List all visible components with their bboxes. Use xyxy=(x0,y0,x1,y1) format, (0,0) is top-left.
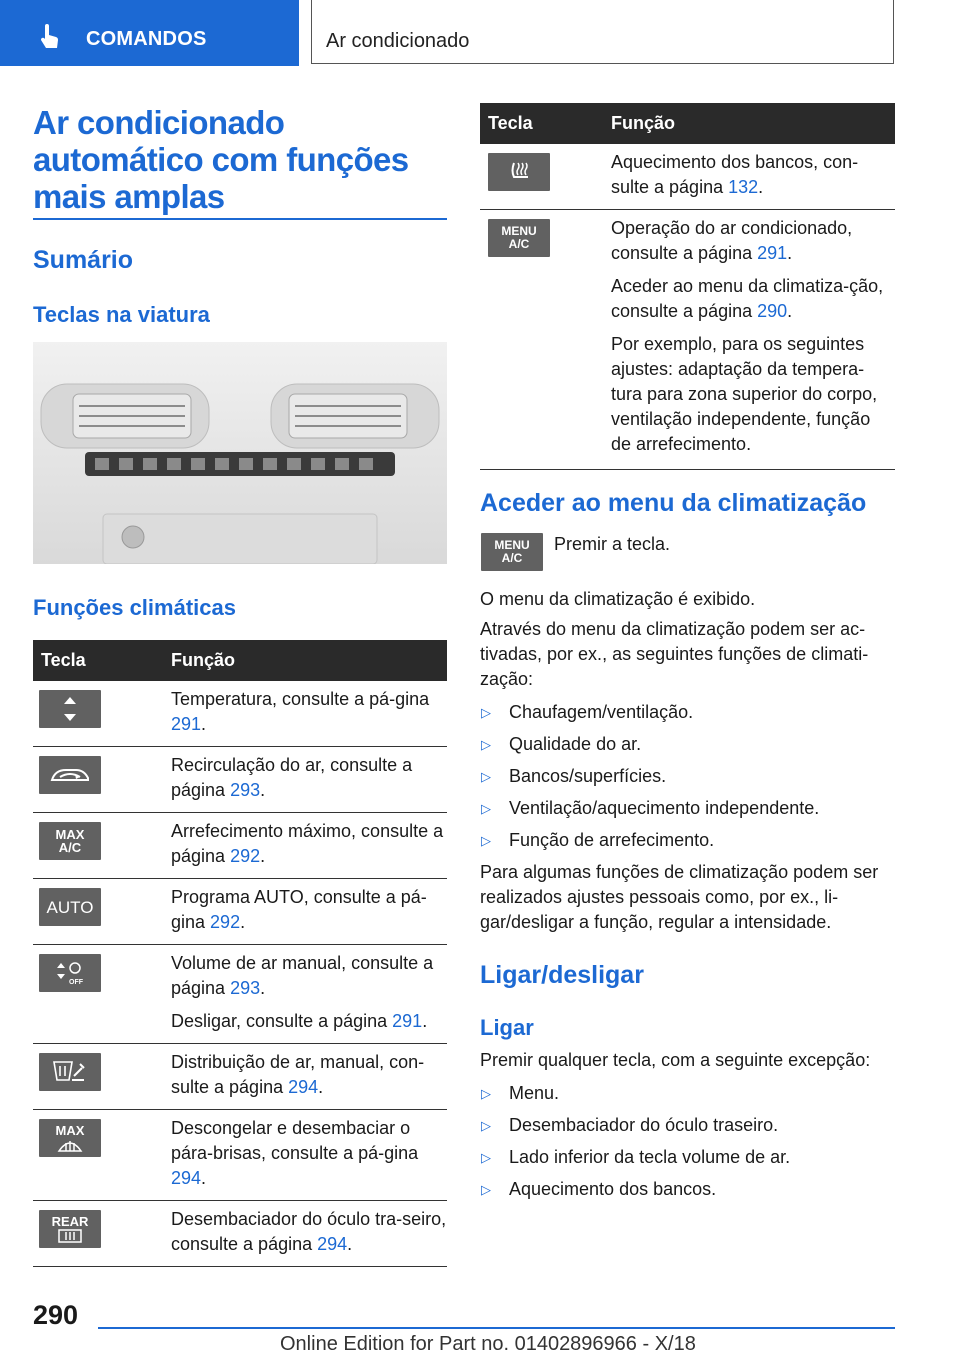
summary-heading: Sumário xyxy=(33,246,134,274)
punct: . xyxy=(260,846,266,866)
table-row xyxy=(33,813,447,879)
functions-heading: Funções climáticas xyxy=(33,595,236,620)
col-key-header: Tecla xyxy=(480,103,611,144)
page-title: Ar condicionado automático com funções mais amplas xyxy=(33,104,409,215)
dashboard-photo xyxy=(33,342,447,564)
air-distribution-icon xyxy=(39,1053,101,1091)
auto-icon: AUTO xyxy=(39,888,101,926)
seat-heating-icon xyxy=(488,153,550,191)
title-rule xyxy=(33,218,447,220)
list-item: ▷ Ventilação/aquecimento independente. xyxy=(480,796,895,828)
temperature-arrows-icon xyxy=(39,690,101,728)
punct: . xyxy=(240,912,246,932)
punct: . xyxy=(347,1234,353,1254)
table-row xyxy=(33,1201,447,1267)
table-row xyxy=(480,210,895,470)
rear-defrost-icon xyxy=(39,1210,101,1248)
page-link[interactable]: 291 xyxy=(757,243,788,263)
punct: . xyxy=(787,301,793,321)
punct: . xyxy=(201,1168,207,1188)
list-item: ▷ Menu. xyxy=(480,1081,895,1113)
table-row xyxy=(33,1044,447,1110)
page-link[interactable]: 291 xyxy=(171,714,202,734)
chapter-title: Ar condicionado xyxy=(326,30,470,52)
air-volume-off-icon xyxy=(39,954,101,992)
footer-rule xyxy=(98,1327,895,1329)
function-text: Descongelar e desembaciar o pára-brisas, consulte a pá-gina xyxy=(171,1118,419,1163)
punct: . xyxy=(422,1011,428,1031)
key-label: MAX xyxy=(55,1122,85,1138)
table-row xyxy=(33,681,447,747)
left-functions-table xyxy=(33,640,447,1267)
onoff-heading: Ligar/desligar xyxy=(480,961,644,989)
function-text: Programa AUTO, consulte a pá-gina xyxy=(171,887,427,932)
menu-ac-icon: MENU A/C xyxy=(488,219,550,257)
climate-panel-illustration xyxy=(33,342,447,564)
keys-heading: Teclas na viatura xyxy=(33,302,210,327)
table-row xyxy=(480,144,895,210)
right-functions-table xyxy=(480,103,895,470)
page-number: 290 xyxy=(33,1300,79,1330)
function-text: Volume de ar manual, consulte a página xyxy=(171,953,434,998)
page-link[interactable]: 291 xyxy=(392,1011,423,1031)
page-link[interactable]: 294 xyxy=(317,1234,348,1254)
col-function-header: Função xyxy=(171,640,447,681)
table-row xyxy=(33,945,447,1044)
punct: . xyxy=(318,1077,324,1097)
key-label: REAR xyxy=(51,1213,89,1229)
col-function-header: Função xyxy=(611,103,895,144)
menu-paragraph-2: Através do menu da climatização podem ser ac-tivadas, por ex., as seguintes funções de climati-zação: xyxy=(480,619,869,689)
function-text: Arrefecimento máximo, consulte a página xyxy=(171,821,444,866)
table-row xyxy=(33,1110,447,1201)
list-item: ▷ Desembaciador do óculo traseiro. xyxy=(480,1113,895,1145)
function-text: Aquecimento dos bancos, con-sulte a página xyxy=(611,152,859,197)
page-link[interactable]: 293 xyxy=(230,978,261,998)
page-link[interactable]: 294 xyxy=(288,1077,319,1097)
list-item: ▷ Qualidade do ar. xyxy=(480,732,895,764)
menu-ac-icon: MENU A/C xyxy=(481,533,543,571)
punct: . xyxy=(201,714,207,734)
on-subheading: Ligar xyxy=(480,1015,534,1040)
section-tab-label: COMANDOS xyxy=(86,28,207,50)
svg-text:OFF: OFF xyxy=(69,979,83,986)
list-item: ▷ Chaufagem/ventilação. xyxy=(480,700,895,732)
function-text: Temperatura, consulte a pá-gina xyxy=(171,689,430,709)
table-row xyxy=(33,879,447,945)
max-defrost-icon xyxy=(39,1119,101,1157)
list-item: ▷ Bancos/superfícies. xyxy=(480,764,895,796)
edition-text: Online Edition for Part no. 01402896966 - X/18 xyxy=(280,1333,696,1355)
punct: . xyxy=(787,243,793,263)
punct: . xyxy=(758,177,764,197)
menu-paragraph-3: Para algumas funções de climatização podem ser realizados ajustes pessoais como, por ex., li-gar/desligar a função, regular a intensidade. xyxy=(480,862,879,932)
menu-heading: Aceder ao menu da climatização xyxy=(480,489,867,517)
onoff-bullet-list xyxy=(480,1081,895,1209)
hand-pointer-icon xyxy=(38,24,62,50)
recirculation-icon xyxy=(39,756,101,794)
menu-paragraph-1: O menu da climatização é exibido. xyxy=(480,589,756,609)
function-text: Desligar, consulte a página xyxy=(171,1011,393,1031)
table-row xyxy=(33,747,447,813)
section-tab[interactable] xyxy=(0,0,299,66)
punct: . xyxy=(260,780,266,800)
max-ac-icon: MAX A/C xyxy=(39,822,101,860)
press-key-text: Premir a tecla. xyxy=(554,534,671,554)
function-text: Operação do ar condicionado, consulte a página xyxy=(611,218,853,263)
function-text: Desembaciador do óculo tra-seiro, consulte a página xyxy=(171,1209,447,1254)
col-key-header: Tecla xyxy=(33,640,171,681)
list-item: ▷ Aquecimento dos bancos. xyxy=(480,1177,895,1209)
list-item: ▷ Lado inferior da tecla volume de ar. xyxy=(480,1145,895,1177)
function-text: Por exemplo, para os seguintes ajustes: adaptação da tempera-tura para zona superior do corpo, ventilação independente, função de arrefecimento. xyxy=(611,334,878,454)
on-intro: Premir qualquer tecla, com a seguinte excepção: xyxy=(480,1050,871,1070)
page-link[interactable]: 132 xyxy=(728,177,759,197)
chapter-title-box xyxy=(311,0,894,64)
page-link[interactable]: 292 xyxy=(210,912,241,932)
page-link[interactable]: 294 xyxy=(171,1168,202,1188)
page-link[interactable]: 292 xyxy=(230,846,261,866)
menu-bullet-list xyxy=(480,700,895,860)
page-link[interactable]: 290 xyxy=(757,301,788,321)
function-text: Distribuição de ar, manual, con-sulte a página xyxy=(171,1052,425,1097)
punct: . xyxy=(260,978,266,998)
list-item: ▷ Função de arrefecimento. xyxy=(480,828,895,860)
page-link[interactable]: 293 xyxy=(230,780,261,800)
function-text: Recirculação do ar, consulte a página xyxy=(171,755,413,800)
function-text: Aceder ao menu da climatiza-ção, consulte a página xyxy=(611,276,884,321)
